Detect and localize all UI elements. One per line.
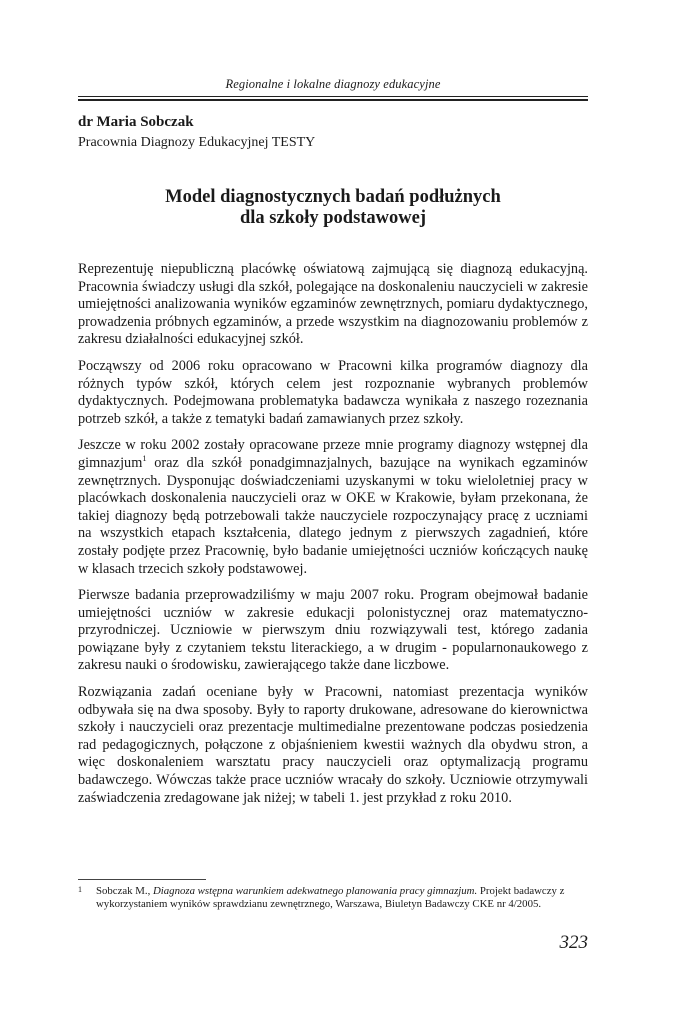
paragraph-3 — [78, 437, 588, 578]
footnote-text — [78, 885, 588, 911]
header-rule-thin — [78, 96, 588, 97]
running-head: Regionalne i lokalne diagnozy edukacyjne — [225, 77, 441, 91]
footnote-title: Diagnoza wstępna warunkiem adekwatnego planowania pracy gimnazjum. — [152, 885, 478, 897]
paragraph-3-part-2: oraz dla szkół ponadgimnazjalnych, bazujące na wynikach egzaminów zewnętrznych. Dysponując doświadczeniami uzyskanymi w toku wieloletniej pracy w placówkach doskonalenia nauczycieli oraz w OKE w Krakowie, byłam przekonana, że takiej diagnozy będą potrzebowali także nauczyciele rozpoczynający pracę z uczniami na wszystkich etapach kształcenia, dlatego jednym z pierwszych zagadnień, które zostały podjęte przez Pracownię, było badanie umiejętności uczniów kończących naukę w klasach trzecich szkoły podstawowej. — [78, 454, 588, 577]
paragraph-4: Pierwsze badania przeprowadziliśmy w maju 2007 roku. Program obejmował badanie umiejętności uczniów w zakresie edukacji polonistycznej oraz matematyczno-przyrodniczej. Uczniowie w pierwszym dniu rozwiązywali test, którego zadania powiązane były z czytaniem tekstu literackiego, a w drugim - popularnonaukowego z zakresu nauki o środowisku, zawierającego także dane liczbowe. — [78, 587, 588, 674]
paragraph-5: Rozwiązania zadań oceniane były w Pracowni, natomiast prezentacja wyników odbywała się na dwa sposoby. Były to raporty drukowane, adresowane do kierownictwa szkoły i nauczycieli oraz prezentacje multimedialne prezentowane podczas posiedzenia rad pedagogicznych, połączone z objaśnieniem kwestii ważnych dla obydwu stron, a więc doskonaleniem warsztatu pracy nauczycieli oraz optymalizacją programu badawczego. Wówczas także prace uczniów wracały do szkoły. Uczniowie otrzymywali zaświadczenia zredagowane jak niżej; w tabeli 1. jest przykład z roku 2010. — [78, 684, 588, 806]
author-name: dr Maria Sobczak — [78, 114, 194, 130]
footnote-rule — [78, 879, 206, 880]
page-number: 323 — [559, 932, 588, 953]
author-affiliation: Pracownia Diagnozy Edukacyjnej TESTY — [78, 135, 316, 150]
footnote-number: 1 — [78, 885, 82, 894]
footnote-reference: 1 — [142, 453, 147, 464]
paragraph-3-part-1: Jeszcze w roku 2002 zostały opracowane przeze mnie programy diagnozy wstępnej dla gimnazjum — [78, 437, 588, 471]
paragraph-2: Począwszy od 2006 roku opracowano w Pracowni kilka programów diagnozy dla różnych typów szkół, których celem jest rozpoznanie wybranych problemów dydaktycznych. Podejmowana problematyka badawcza wynikała z naszego rozeznania potrzeb szkół, a także z tematyki badań zamawianych przez szkoły. — [78, 357, 588, 427]
paragraph-1: Reprezentuję niepubliczną placówkę oświatową zajmującą się diagnozą edukacyjną. Pracownia świadczy usługi dla szkół, polegające na doskonaleniu nauczycieli w zakresie umiejętności analizowania wyników egzaminów zewnętrznych, pomiaru dydaktycznego, prowadzenia próbnych egzaminów, a przede wszystkim na diagnozowaniu problemów z zakresu działalności edukacyjnej szkół. — [78, 261, 588, 348]
header-rule-thick — [78, 99, 588, 101]
footnote — [78, 885, 588, 911]
article-title — [78, 187, 588, 229]
title-line-1: Model diagnostycznych badań podłużnych — [165, 187, 501, 207]
title-line-2: dla szkoły podstawowej — [239, 208, 427, 228]
article-body — [78, 261, 588, 816]
footnote-rest: Projekt badawczy z wykorzystaniem wyników sprawdzianu zewnętrznego, Warszawa, Biuletyn Badawczy CKE nr 4/2005. — [96, 885, 565, 910]
footnote-author: Sobczak M., — [96, 885, 153, 897]
